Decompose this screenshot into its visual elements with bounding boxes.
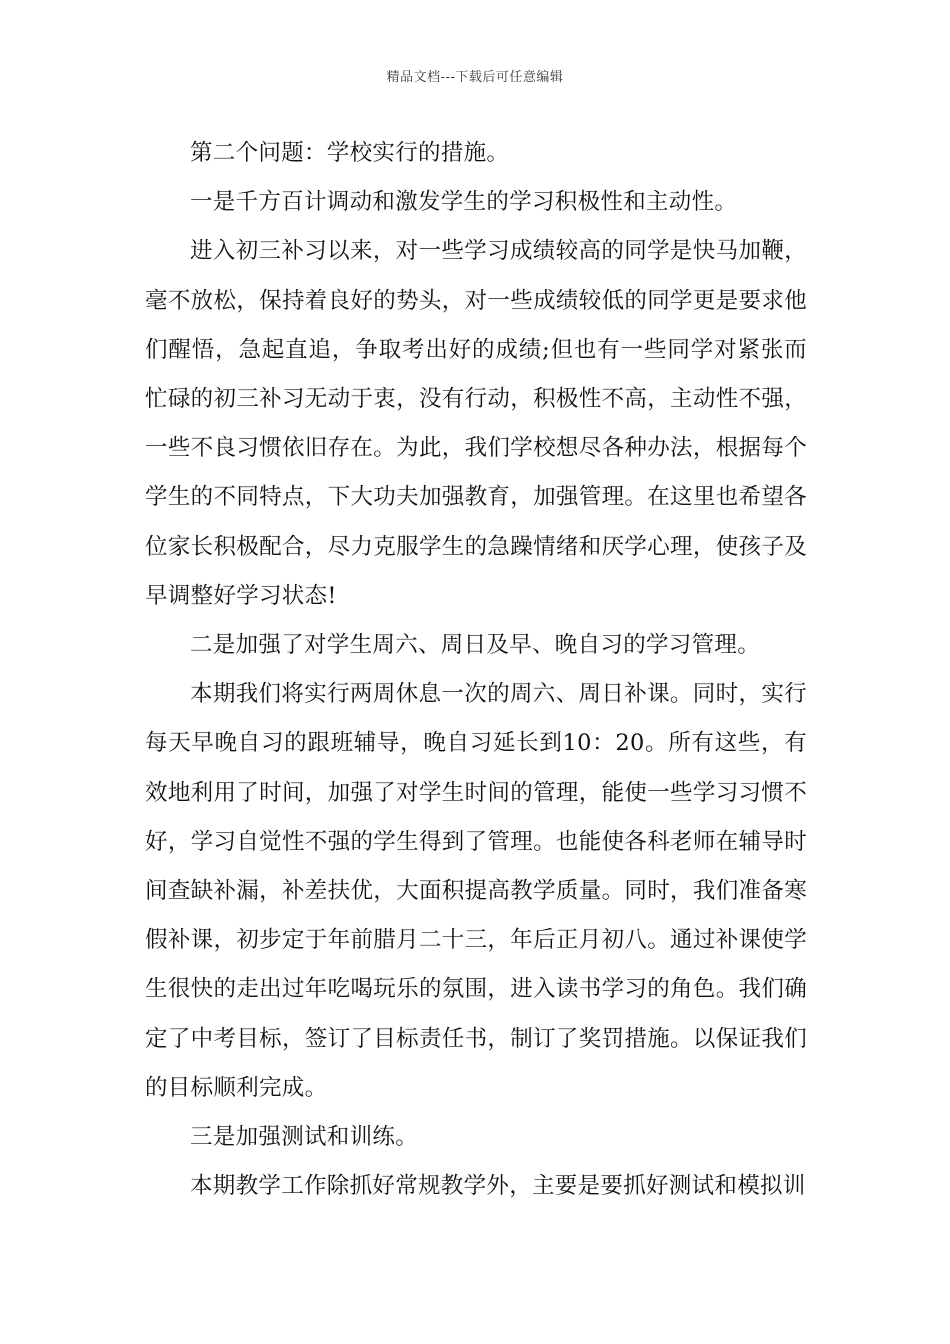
point-2-heading: 二是加强了对学生周六、周日及早、晚自习的学习管理。 xyxy=(190,632,761,659)
point-1-heading: 一是千方百计调动和激发学生的学习积极性和主动性。 xyxy=(190,189,738,216)
point-1-body: 进入初三补习以来，对一些学习成绩较高的同学是快马加鞭，毫不放松，保持着良好的势头，对一些成绩较低的同学更是要求他们醒悟，急起直追，争取考出好的成绩;但也有一些同学对紧张而忙碌的初三补习无动于衷，没有行动，积极性不高，主动性不强， 一些不良习惯依旧存在。为此，我们学校想尽各种办法，根据每个学生的不同特点，下大功夫加强教育，加强管理。在这里也希望各位家长积极配合，尽力克服学生的急躁情绪和厌学心理，使孩子及早调整好学习状态! xyxy=(145,238,807,609)
point-2-body: 本期我们将实行两周休息一次的周六、周日补课。同时，实行每天早晚自习的跟班辅导，晚自习延长到10：20。所有这些，有效地利用了时间，加强了对学生时间的管理，能使一些学习习惯不好，学习自觉性不强的学生得到了管理。也能使各科老师在辅导时间查缺补漏，补差扶优，大面积提高教学质量。同时，我们准备寒假补课，初步定于年前腊月二十三，年后正月初八。通过补课使学生很快的走出过年吃喝玩乐的氛围，进入读书学习的角色。我们确定了中考目标，签订了目标责任书，制订了奖罚措施。以保证我们的目标顺利完成。 xyxy=(145,681,807,1101)
page-header: 精品文档---下载后可任意编辑 xyxy=(386,70,564,85)
document-body xyxy=(145,129,807,1211)
section-heading-2: 第二个问题：学校实行的措施。 xyxy=(190,140,510,166)
point-3-heading: 三是加强测试和训练。 xyxy=(190,1124,419,1151)
point-3-body: 本期教学工作除抓好常规教学外，主要是要抓好测试和模拟训 xyxy=(190,1173,806,1200)
